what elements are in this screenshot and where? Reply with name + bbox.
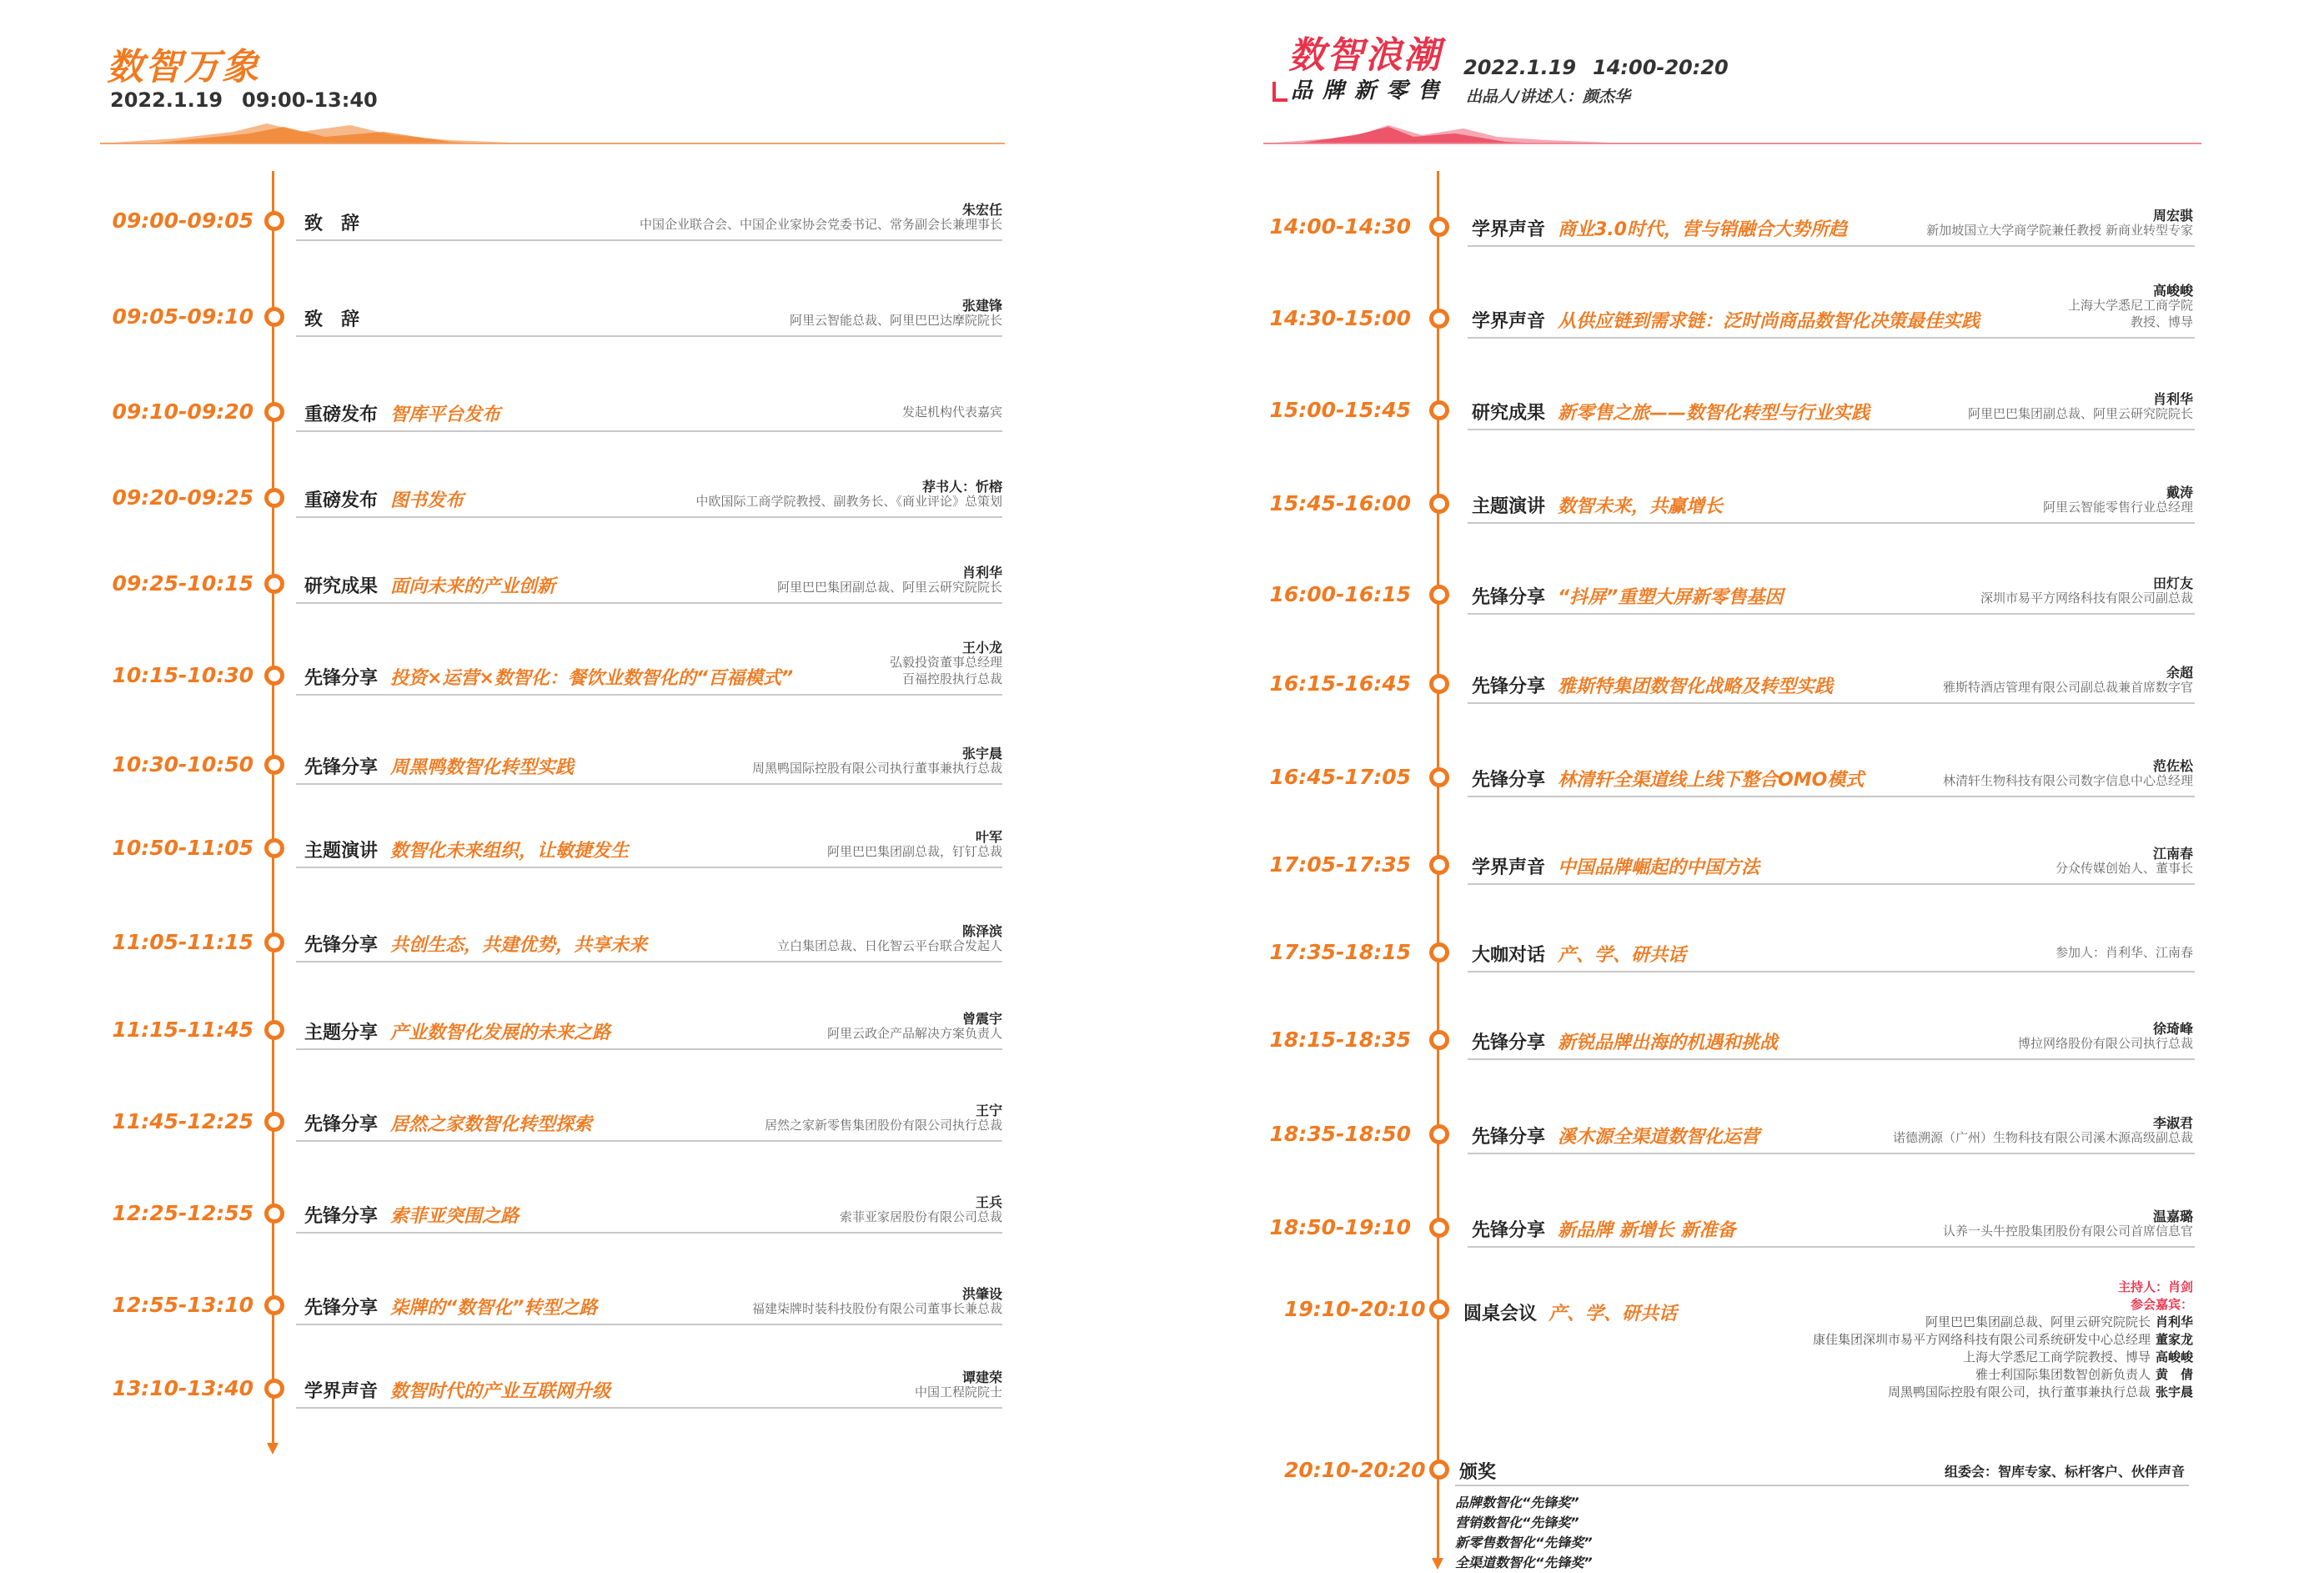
award-category: 颁奖 [1459,1462,1497,1483]
guest-row [1813,1349,2193,1366]
session-time: 16:15-16:45 [1269,671,1411,696]
speaker-title: 中国企业联合会、中国企业家协会党委书记、常务副会长兼理事长 [639,217,1002,232]
session-category: 先锋分享 [304,668,379,689]
speaker-title: 阿里云智能总裁、阿里巴巴达摩院院长 [789,313,1002,328]
speaker-title: 分众传媒创始人、董事长 [2055,861,2193,876]
right-header-mountain [1263,117,2201,145]
row-underline [296,335,1002,337]
speaker-title: 中欧国际工商学院教授、副教务长、《商业评论》总策划 [695,494,1002,509]
roundtable-topic: 产、学、研共话 [1548,1304,1678,1324]
session-time: 14:30-15:00 [1269,306,1411,330]
timeline-dot [1429,1030,1449,1050]
session-time: 16:45-17:05 [1269,765,1411,789]
row-underline [296,1232,1002,1234]
session-category: 主题演讲 [1472,496,1546,517]
session-category: 研究成果 [304,576,379,597]
session-topic: 图书发布 [390,490,464,511]
timeline-dot [264,1379,284,1399]
timeline-dot [264,1020,284,1040]
speaker-name: 王兵 [975,1194,1002,1210]
session-category: 先锋分享 [1472,587,1546,608]
speaker-title: 林清轩生物科技有限公司数字信息中心总经理 [1942,773,2193,788]
left-date: 2022.1.19 [110,88,223,112]
session-topic: 溪木源全渠道数智化运营 [1558,1127,1760,1148]
timeline-dot [1429,585,1449,605]
speaker-title: 认养一头牛控股集团股份有限公司首席信息官 [1942,1224,2193,1239]
session-category: 先锋分享 [304,1114,379,1135]
row-underline [1468,1153,2195,1154]
producer-line: 出品人/讲述人：颜杰华 [1466,88,1630,106]
session-topic: “抖屏”重塑大屏新零售基因 [1558,587,1784,608]
guest-name: 肖利华 [2155,1314,2193,1329]
guest-name: 董家龙 [2155,1332,2193,1347]
speaker-name: 荐书人：忻榕 [921,479,1002,495]
left-time: 09:00-13:40 [242,88,378,112]
session-category: 先锋分享 [304,935,379,956]
session-topic: 投资×运营×数智化：餐饮业数智化的“百福模式” [390,668,794,689]
session-topic: 新品牌 新增长 新准备 [1558,1220,1736,1241]
speaker-title: 参加人：肖利华、江南春 [2055,945,2193,960]
session-category: 先锋分享 [1472,770,1546,791]
right-timeline-arrow [1432,1558,1443,1570]
speaker-title: 雅斯特酒店管理有限公司副总裁兼首席数字官 [1942,680,2193,695]
speaker-name: 陈泽滨 [961,923,1002,939]
row-underline [296,1407,1002,1409]
row-underline [1468,522,2195,524]
speaker-title: 居然之家新零售集团股份有限公司执行总裁 [764,1118,1002,1133]
session-topic: 智库平台发布 [390,405,501,425]
speaker-title: 弘毅投资董事总经理 [889,655,1002,670]
guest-org: 上海大学悉尼工商学院教授、博导 [1962,1349,2151,1364]
timeline-dot [264,1204,284,1224]
session-category: 主题分享 [304,1023,379,1043]
guest-org: 康佳集团深圳市易平方网络科技有限公司系统研发中心总经理 [1812,1332,2151,1347]
row-underline [296,783,1002,785]
guest-row [1813,1331,2193,1349]
speaker-name: 朱宏任 [961,202,1002,218]
session-topic: 雅斯特集团数智化战略及转型实践 [1558,676,1834,697]
right-subtitle: 品牌新零售 [1291,78,1450,103]
timeline-dot [264,211,284,231]
row-underline [296,602,1002,604]
session-topic: 数智化未来组织，让敏捷发生 [390,841,630,862]
session-time: 09:20-09:25 [112,485,253,510]
session-category: 先锋分享 [304,1298,379,1319]
session-category: 学界声音 [1472,219,1546,240]
session-time: 12:25-12:55 [112,1201,253,1225]
session-category: 致 辞 [304,214,360,234]
speaker-name: 戴涛 [2166,485,2193,500]
guest-name: 高峻峻 [2155,1349,2193,1364]
guest-row [1813,1314,2193,1331]
row-underline [296,1048,1002,1050]
session-time: 11:05-11:15 [112,930,253,954]
timeline-dot [1429,942,1449,962]
session-time: 15:00-15:45 [1269,398,1411,422]
timeline-dot [264,402,284,422]
session-topic: 新零售之旅——数智化转型与行业实践 [1558,403,1870,424]
session-time: 09:10-09:20 [112,400,253,424]
speaker-name: 田灯友 [2152,575,2193,591]
session-category: 学界声音 [304,1381,379,1402]
timeline-dot [1429,674,1449,694]
timeline-dot [264,1112,284,1132]
guest-row [1813,1384,2193,1401]
timeline-dot [264,488,284,508]
speaker-name: 王宁 [975,1103,1002,1118]
award-list [1455,1493,1593,1573]
roundtable-host [2118,1279,2193,1296]
timeline-dot [264,755,284,775]
speaker-title: 中国工程院院士 [914,1385,1002,1400]
session-time: 13:10-13:40 [112,1376,253,1400]
session-topic: 数智未来，共赢增长 [1558,496,1724,517]
session-time: 09:25-10:15 [112,571,253,596]
row-underline [1468,337,2195,339]
session-topic: 居然之家数智化转型探索 [390,1114,593,1135]
session-time: 11:45-12:25 [112,1109,253,1133]
session-time: 11:15-11:45 [112,1018,253,1042]
speaker-name: 徐琦峰 [2152,1021,2193,1037]
session-topic: 产业数智化发展的未来之路 [390,1023,611,1043]
timeline-dot [264,838,284,858]
right-time: 14:00-20:20 [1593,56,1729,79]
timeline-dot [1429,309,1449,329]
session-topic: 林清轩全渠道线上线下整合OMO模式 [1558,770,1865,791]
session-category: 大咖对话 [1472,945,1546,966]
session-time: 18:35-18:50 [1269,1122,1411,1146]
speaker-name: 李淑君 [2152,1115,2193,1131]
session-category: 先锋分享 [1472,1127,1546,1148]
row-underline [1468,613,2195,615]
session-topic: 索菲亚突围之路 [390,1206,520,1227]
timeline-dot [1429,855,1449,875]
timeline-dot [1429,767,1449,787]
session-topic: 商业3.0时代，营与销融合大势所趋 [1558,219,1847,240]
timeline-dot [1429,1299,1449,1319]
row-underline [1468,1246,2195,1248]
session-time: 09:05-09:10 [112,304,253,329]
speaker-title: 百福控股执行总裁 [901,671,1002,686]
guest-org: 阿里巴巴集团副总裁、阿里云研究院院长 [1925,1314,2151,1329]
roundtable-guests-label [2131,1296,2193,1314]
speaker-name: 周宏骐 [2152,208,2193,224]
timeline-dot [264,932,284,952]
right-date: 2022.1.19 [1463,56,1577,79]
session-topic: 从供应链到需求链：泛时尚商品数智化决策最佳实践 [1558,311,1980,332]
timeline-dot [264,574,284,594]
session-time: 09:00-09:05 [112,209,253,233]
timeline-dot [1429,1460,1449,1480]
session-time: 18:15-18:35 [1269,1028,1411,1052]
speaker-title: 诺德溯源（广州）生物科技有限公司溪木源高级副总裁 [1892,1130,2193,1145]
speaker-title: 发起机构代表嘉宾 [901,405,1002,420]
speaker-title: 阿里巴巴集团副总裁，钉钉总裁 [826,844,1002,859]
speaker-name: 范佐松 [2152,758,2193,774]
session-time: 16:00-16:15 [1269,582,1411,606]
timeline-dot [264,1295,284,1315]
session-time: 10:30-10:50 [112,752,253,776]
row-underline [1468,1058,2195,1060]
speaker-name: 江南春 [2152,846,2193,862]
session-time: 15:45-16:00 [1269,491,1411,515]
session-topic: 共创生态，共建优势，共享未来 [390,935,648,956]
left-timeline [272,171,274,1443]
speaker-name: 洪肇设 [961,1286,1002,1302]
session-topic: 柒牌的“数智化”转型之路 [390,1298,598,1319]
speaker-title: 博拉网络股份有限公司执行总裁 [2017,1036,2193,1051]
guest-name: 张宇晨 [2155,1385,2193,1400]
speaker-title: 福建柒牌时装科技股份有限公司董事长兼总裁 [751,1301,1002,1316]
roundtable-host-name: 主持人：肖剑 [2117,1279,2193,1294]
speaker-name: 张宇晨 [961,746,1002,761]
award-item: 新零售数智化“先锋奖” [1455,1535,1593,1550]
session-category: 致 辞 [304,309,360,330]
session-topic: 产、学、研共话 [1558,945,1687,966]
award-item: 全渠道数智化“先锋奖” [1455,1555,1593,1570]
timeline-dot [264,666,284,686]
speaker-title: 索菲亚家居股份有限公司总裁 [839,1209,1002,1224]
session-category: 研究成果 [1472,403,1546,424]
row-underline [1468,702,2195,704]
speaker-title: 深圳市易平方网络科技有限公司副总裁 [1980,591,2193,606]
timeline-dot [1429,400,1449,420]
session-category: 学界声音 [1472,311,1546,332]
speaker-title: 阿里云政企产品解决方案负责人 [826,1026,1002,1041]
session-time: 17:05-17:35 [1269,852,1411,877]
award-item: 营销数智化“先锋奖” [1455,1515,1579,1530]
roundtable-category: 圆桌会议 [1463,1304,1538,1324]
session-time: 17:35-18:15 [1269,940,1411,964]
speaker-name: 张建锋 [961,298,1002,314]
speaker-name: 温嘉璐 [2152,1209,2193,1224]
session-topic: 数智时代的产业互联网升级 [390,1381,611,1402]
speaker-name: 叶军 [975,829,1002,845]
left-title: 数智万象 [107,46,260,88]
guests-label: 参会嘉宾： [2130,1297,2193,1312]
session-category: 先锋分享 [304,757,379,778]
timeline-dot [1429,1124,1449,1144]
row-underline [1468,971,2195,972]
row-underline [296,694,1002,696]
roundtable-guests [1813,1314,2193,1401]
right-title: 数智浪潮 [1288,34,1442,77]
speaker-title: 立白集团总裁、日化智云平台联合发起人 [776,938,1002,953]
row-underline [296,239,1002,241]
session-topic: 新锐品牌出海的机遇和挑战 [1558,1033,1779,1053]
session-time: 14:00-14:30 [1269,214,1411,239]
row-underline [296,430,1002,432]
session-category: 先锋分享 [1472,1220,1546,1241]
session-category: 重磅发布 [304,490,379,511]
guest-row [1813,1366,2193,1384]
session-time: 18:50-19:10 [1269,1215,1411,1239]
row-underline [1468,429,2195,430]
session-topic: 周黑鸭数智化转型实践 [390,757,575,778]
session-category: 主题演讲 [304,841,379,862]
speaker-name: 高峻峻 [2152,283,2193,299]
session-category: 先锋分享 [1472,676,1546,697]
session-category: 先锋分享 [1472,1033,1546,1053]
speaker-name: 肖利华 [961,565,1002,580]
timeline-dot [264,307,284,327]
row-underline [1468,245,2195,247]
row-underline [1455,1485,2189,1486]
speaker-name: 谭建荣 [961,1369,1002,1385]
row-underline [296,1324,1002,1325]
row-underline [296,961,1002,962]
speaker-name: 王小龙 [961,640,1002,656]
session-topic: 中国品牌崛起的中国方法 [1558,857,1760,878]
guest-org: 周黑鸭国际控股有限公司，执行董事兼执行总裁 [1887,1385,2151,1400]
award-item: 品牌数智化“先锋奖” [1455,1495,1579,1510]
guest-name: 黄 倩 [2155,1367,2193,1382]
award-time: 20:10-20:20 [1284,1458,1426,1482]
row-underline [296,516,1002,518]
left-timeline-arrow [267,1443,279,1455]
speaker-title: 阿里巴巴集团副总裁、阿里云研究院院长 [1967,406,2193,421]
speaker-name: 曾震宇 [961,1011,1002,1027]
session-category: 重磅发布 [304,405,379,425]
session-time: 12:55-13:10 [112,1293,253,1317]
session-time: 10:15-10:30 [112,663,253,687]
row-underline [296,867,1002,868]
session-category: 学界声音 [1472,857,1546,878]
left-header-mountain [100,117,1005,145]
speaker-name: 肖利华 [2152,391,2193,407]
speaker-title: 阿里巴巴集团副总裁、阿里云研究院院长 [776,580,1002,595]
row-underline [296,1140,1002,1142]
guest-org: 雅士利国际集团数智创新负责人 [1975,1367,2151,1382]
speaker-name: 余超 [2166,665,2193,681]
speaker-title: 周黑鸭国际控股有限公司执行董事兼执行总裁 [751,761,1002,776]
session-category: 先锋分享 [304,1206,379,1227]
timeline-dot [1429,494,1449,514]
roundtable-time: 19:10-20:10 [1284,1297,1426,1321]
subtitle-bracket [1272,82,1287,102]
speaker-title: 新加坡国立大学商学院兼任教授 新商业转型专家 [1926,223,2193,238]
row-underline [1468,883,2195,885]
award-committee: 组委会：智库专家、标杆客户、伙伴声音 [1944,1464,2185,1480]
session-topic: 面向未来的产业创新 [390,576,556,597]
timeline-dot [1429,217,1449,237]
speaker-title: 教授、博导 [2130,314,2193,329]
timeline-dot [1429,1218,1449,1238]
speaker-title: 上海大学悉尼工商学院 [2067,298,2193,313]
session-time: 10:50-11:05 [112,836,253,860]
speaker-title: 阿里云智能零售行业总经理 [2042,500,2193,515]
row-underline [1468,796,2195,797]
